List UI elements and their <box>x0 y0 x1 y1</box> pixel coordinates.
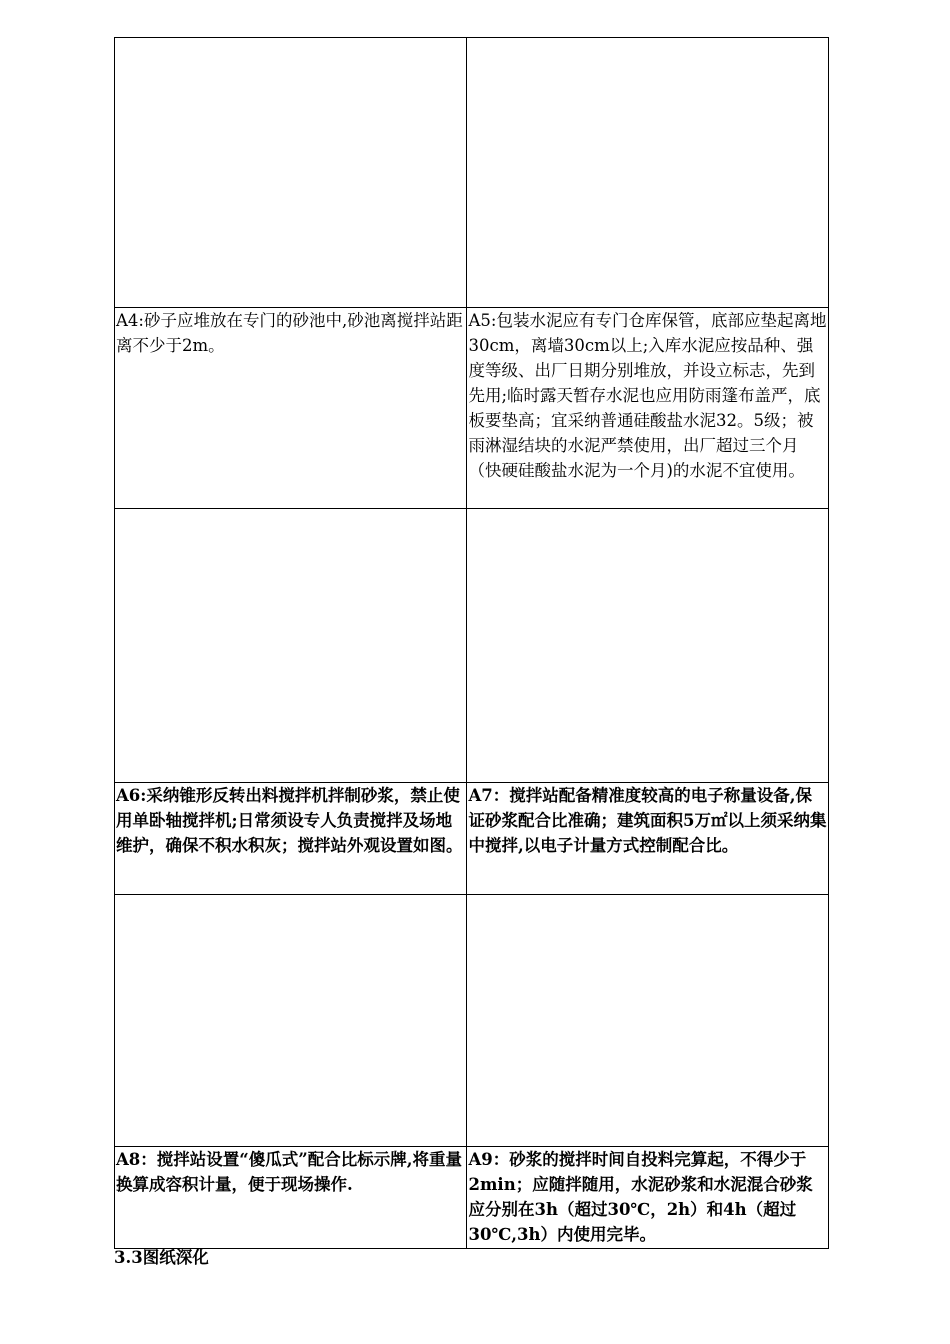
image-cell-a5 <box>467 38 829 308</box>
cell-a4: A4:砂子应堆放在专门的砂池中,砂池离搅拌站距离不少于2m。 <box>115 308 467 509</box>
cell-a6: A6:采纳锥形反转出料搅拌机拌制砂浆，禁止使用单卧轴搅拌机;日常须设专人负责搅拌及场地维护，确保不积水积灰；搅拌站外观设置如图。 <box>115 783 467 895</box>
image-cell-a8 <box>115 895 467 1147</box>
cell-a9: A9：砂浆的搅拌时间自投料完算起，不得少于2min；应随拌随用，水泥砂浆和水泥混合砂浆应分别在3h（超过30℃，2h）和4h（超过30℃,3h）内使用完毕。 <box>467 1147 829 1249</box>
cell-a8: A8：搅拌站设置“傻瓜式”配合比标示牌,将重量换算成容积计量，便于现场操作. <box>115 1147 467 1249</box>
cell-a7: A7：搅拌站配备精准度较高的电子称量设备,保证砂浆配合比准确；建筑面积5万㎡以上须采纳集中搅拌,以电子计量方式控制配合比。 <box>467 783 829 895</box>
spec-table <box>114 37 829 1249</box>
section-heading: 3.3图纸深化 <box>114 1248 209 1267</box>
text-row-2 <box>115 783 829 895</box>
image-cell-a7 <box>467 509 829 783</box>
text-row-3 <box>115 1147 829 1249</box>
image-row-1 <box>115 38 829 308</box>
image-cell-a9 <box>467 895 829 1147</box>
text-row-1 <box>115 308 829 509</box>
image-cell-a4 <box>115 38 467 308</box>
image-row-3 <box>115 895 829 1147</box>
image-cell-a6 <box>115 509 467 783</box>
cell-a5: A5:包装水泥应有专门仓库保管，底部应垫起离地30cm，离墙30cm以上;入库水泥应按品种、强度等级、出厂日期分别堆放，并设立标志，先到先用;临时露天暂存水泥也应用防雨篷布盖严，底板要垫高；宜采纳普通硅酸盐水泥32。5级；被雨淋湿结块的水泥严禁使用，出厂超过三个月（快硬硅酸盐水泥为一个月)的水泥不宜使用。 <box>467 308 829 509</box>
image-row-2 <box>115 509 829 783</box>
